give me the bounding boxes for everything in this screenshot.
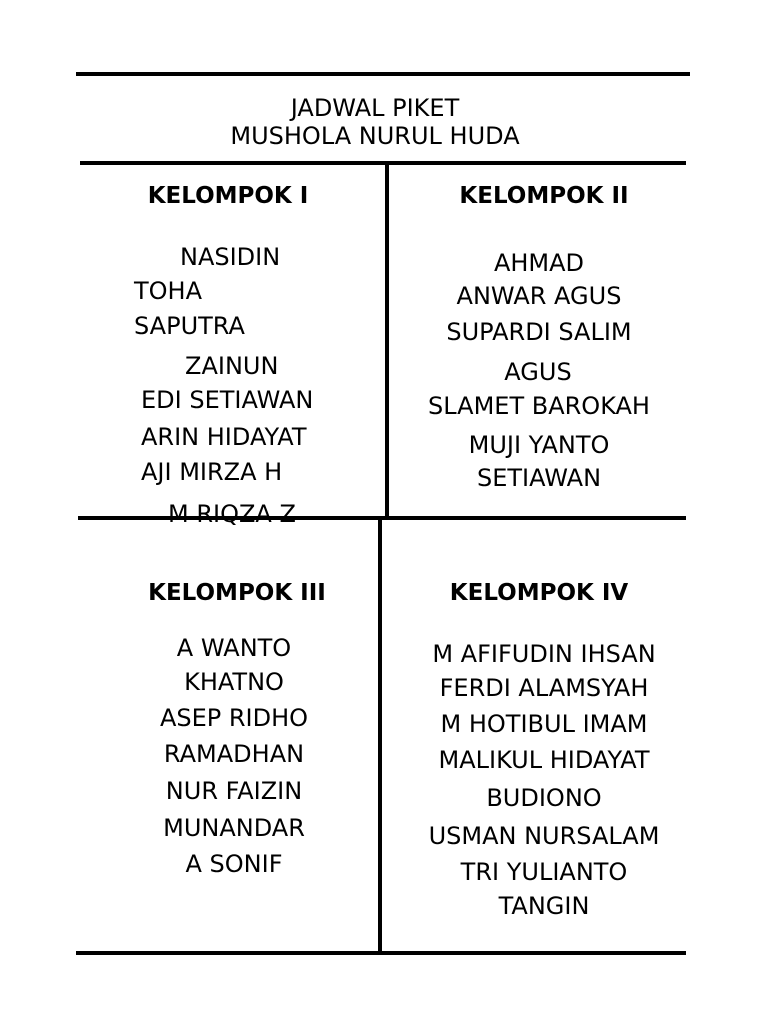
group-3-member: A SONIF xyxy=(185,850,283,878)
group-4-member: TRI YULIANTO xyxy=(460,858,628,886)
group-4-member: TANGIN xyxy=(498,892,590,920)
group-1-member: ARIN HIDAYAT xyxy=(141,423,307,451)
group-4-member: MALIKUL HIDAYAT xyxy=(438,746,650,774)
group-1-member: NASIDIN xyxy=(180,243,281,271)
group-2-member: AGUS xyxy=(504,358,572,386)
group-4-member: M HOTIBUL IMAM xyxy=(440,710,648,738)
group-1-title: KELOMPOK I xyxy=(147,183,309,209)
mushola-name: MUSHOLA NURUL HUDA xyxy=(230,122,520,150)
lower-column-divider xyxy=(378,518,382,952)
group-3-title: KELOMPOK III xyxy=(148,580,326,606)
group-4-member: BUDIONO xyxy=(486,784,602,812)
group-1-member: SAPUTRA xyxy=(134,312,245,340)
group-4-member: USMAN NURSALAM xyxy=(428,822,660,850)
group-4-member: FERDI ALAMSYAH xyxy=(439,674,649,702)
schedule-title: JADWAL PIKET xyxy=(290,94,460,122)
top-border-line xyxy=(76,72,690,76)
group-1-member: TOHA xyxy=(134,277,203,305)
group-4-title: KELOMPOK IV xyxy=(449,580,629,606)
group-2-member: SUPARDI SALIM xyxy=(446,318,632,346)
group-4-member: M AFIFUDIN IHSAN xyxy=(432,640,656,668)
group-3-member: NUR FAIZIN xyxy=(165,777,303,805)
upper-column-divider xyxy=(385,163,389,518)
group-2-member: SETIAWAN xyxy=(476,464,602,492)
group-3-member: RAMADHAN xyxy=(163,740,305,768)
group-1-member: M RIQZA Z xyxy=(168,500,296,528)
group-3-member: A WANTO xyxy=(176,634,292,662)
group-2-member: ANWAR AGUS xyxy=(456,282,622,310)
group-1-member: AJI MIRZA H xyxy=(141,458,283,486)
group-2-member: AHMAD xyxy=(493,249,585,277)
group-1-member: EDI SETIAWAN xyxy=(141,386,314,414)
group-3-member: ASEP RIDHO xyxy=(159,704,309,732)
group-2-member: SLAMET BAROKAH xyxy=(428,392,650,420)
group-3-member: KHATNO xyxy=(184,668,284,696)
group-2-title: KELOMPOK II xyxy=(459,183,629,209)
group-3-member: MUNANDAR xyxy=(163,814,305,842)
group-2-member: MUJI YANTO xyxy=(468,431,610,459)
group-1-member: ZAINUN xyxy=(185,352,279,380)
header-divider-line xyxy=(80,161,686,165)
